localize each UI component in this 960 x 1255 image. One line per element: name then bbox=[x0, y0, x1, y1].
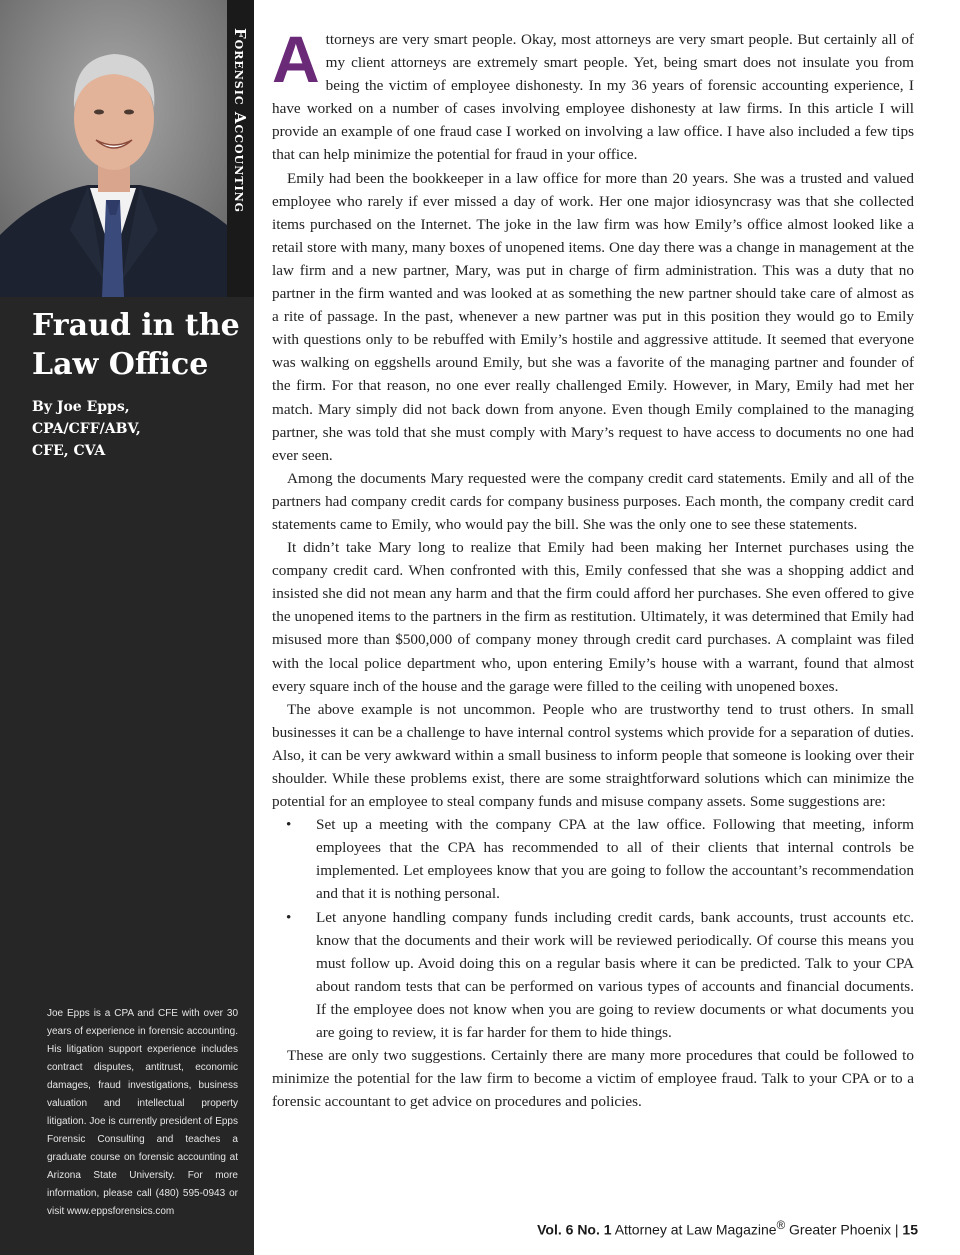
list-item-text: Set up a meeting with the company CPA at the law office. Following that meeting, inform employees that the CPA has recommended to all of their clients that internal controls be implemented. Let employees know that you are going to follow the accountant’s recommendation and that it is nothing personal. bbox=[316, 816, 914, 903]
bullet-icon: • bbox=[286, 816, 292, 834]
suggestion-list bbox=[272, 813, 914, 1044]
article-body bbox=[272, 22, 914, 1113]
paragraph-4: It didn’t take Mary long to realize that Emily had been making her Internet purchases using the company credit card. When confronted with this, Emily confessed that she was a shopping addict and insisted she did not mean any harm and that the firm could afford her purchases. She even offered to give the unopened items to the partners in the firm as restitution. Ultimately, it was determined that Emily had misused more than $500,000 of company money through credit card purchases. A complaint was filed with the local police department who, upon entering Emily’s house with a warrant, found that almost every square inch of the house and the garage were filled to the ceiling with unopened boxes. bbox=[272, 539, 914, 695]
title-line-1: Fraud in the bbox=[32, 308, 240, 343]
author-portrait-illustration bbox=[0, 0, 227, 297]
paragraph-6: These are only two suggestions. Certainly there are many more procedures that could be followed to minimize the potential for the law firm to become a victim of employee fraud. Talk to your CPA or to a forensic accountant to get advice on procedures and policies. bbox=[272, 1047, 914, 1111]
author-bio: Joe Epps is a CPA and CFE with over 30 years of experience in forensic accounting. His litigation support experience includes contract disputes, antitrust, economic damages, fraud investigations, business valuation and intellectual property litigation. Joe is currently president of Epps Forensic Consulting and teaches a graduate course on forensic accounting at Arizona State University. For more information, please call (480) 595-0943 or visit www.eppsforensics.com bbox=[47, 1008, 238, 1217]
paragraph-1-text: ttorneys are very smart people. Okay, most attorneys are very smart people. But certainly all of my client attorneys are extremely smart people. Yet, being smart does not insulate you from being the victim of employee dishonesty. In my 36 years of forensic accounting experience, I have worked on a number of cases involving employee dishonesty at law firms. In this article I will provide an example of one fraud case I worked on involving a law office. I have also included a few tips that can help minimize the potential for fraud in your office. bbox=[272, 31, 914, 164]
section-label: Forensic Accounting bbox=[231, 28, 249, 214]
sidebar bbox=[0, 0, 254, 1255]
page-number: 15 bbox=[902, 1221, 918, 1238]
publication-name: Attorney at Law Magazine bbox=[614, 1221, 777, 1238]
page-footer bbox=[537, 1219, 918, 1238]
list-item-text: Let anyone handling company funds including credit cards, bank accounts, trust accounts etc. know that the documents and their work will be reviewed periodically. Of course this means you must follow up. Avoid doing this on a regular basis where it can be predicted. Talk to your CPA about random tests that can be performed on various types of accounts and financial documents. If the employee does not know when you are going to review documents or what documents you are going to review, it is far harder for them to hide things. bbox=[316, 908, 914, 1042]
paragraph-1 bbox=[272, 22, 914, 167]
list-item bbox=[286, 813, 914, 905]
footer-separator: | bbox=[894, 1221, 899, 1238]
edition-name: Greater Phoenix bbox=[789, 1221, 891, 1238]
byline-line-1: By Joe Epps, CPA/CFF/ABV, bbox=[32, 399, 141, 437]
paragraph-5: The above example is not uncommon. People who are trustworthy tend to trust others. In small businesses it can be a challenge to have internal control systems which provide for a separation of duties. Also, it can be very awkward within a small business to inform people that someone is looking over their shoulder. While these problems exist, there are some straightforward solutions which can minimize the potential for an employee to steal company funds and misuse company assets. Some suggestions are: bbox=[272, 700, 914, 811]
author-photo bbox=[0, 0, 227, 297]
article-title bbox=[32, 306, 242, 384]
list-item bbox=[286, 906, 914, 1045]
registered-mark: ® bbox=[776, 1219, 786, 1232]
bullet-icon: • bbox=[286, 908, 292, 926]
paragraph-3: Among the documents Mary requested were the company credit card statements. Emily and all of the partners had company credit cards for company business purposes. Each month, the company credit card statements came to Emily, who would pay the bill. She was the only one to see these statements. bbox=[272, 469, 914, 533]
drop-cap: A bbox=[272, 22, 320, 96]
issue-number: Vol. 6 No. 1 bbox=[537, 1221, 612, 1238]
byline-line-2: CFE, CVA bbox=[32, 443, 106, 459]
author-byline bbox=[32, 396, 242, 462]
paragraph-2: Emily had been the bookkeeper in a law office for more than 20 years. She was a trusted and valued employee who rarely if ever missed a day of work. Her one major idiosyncrasy was that she collected items purchased on the Internet. The joke in the law firm was how Emily’s office almost looked like a retail store with many, many boxes of unopened items. One day there was a change in management at the law firm and a new partner, Mary, was put in charge of firm administration. This was a duty that no partner in the firm wanted and was looked at as something the new partner should take care of almost as a rite of passage. In the past, whenever a new partner was put in this position they would go to Emily with questions only to be rebuffed with Emily’s hostile and aggressive attitude. It seemed that everyone was walking on eggshells around Emily, but she was a favorite of the managing partner and founder of the firm. For that reason, no one ever really challenged Emily. However, in Mary, Emily had met her match. Mary simply did not back down from anyone. Even though Emily complained to the managing partner, she was told that she must comply with Mary’s request to have access to documents no one had ever seen. bbox=[272, 169, 914, 464]
title-line-2: Law Office bbox=[32, 347, 209, 382]
